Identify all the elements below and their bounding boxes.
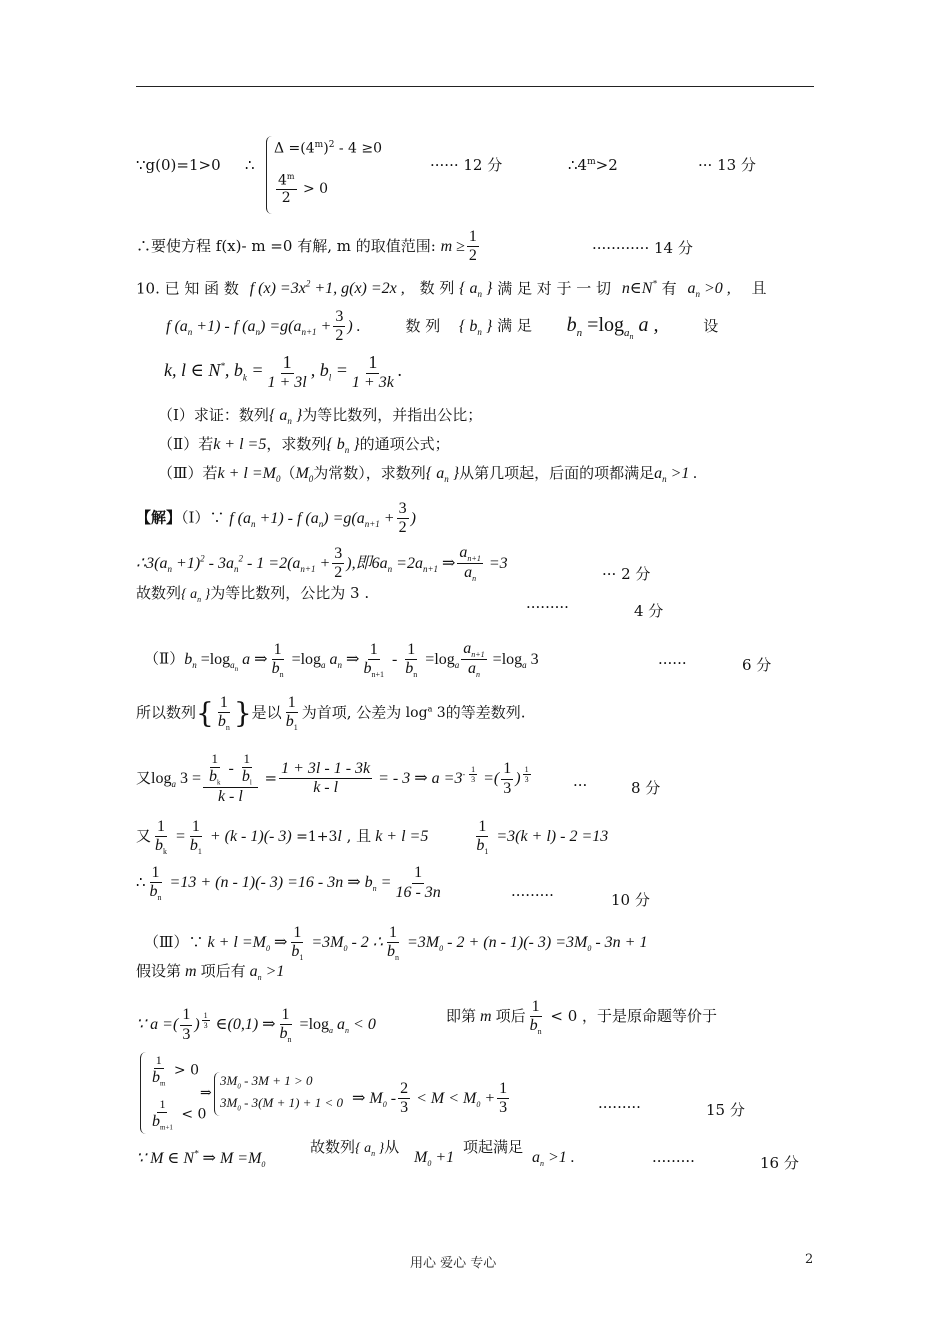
solution-line-13-an: $a_n >1$ .	[532, 1149, 575, 1169]
page-number: 2	[805, 1252, 814, 1267]
solution-line-6: 又$\log_a 3$ = $\frac{1}{b_k}$ - $\frac{1}{b_l}$ k - l = $\frac{1 + 3l - 1 - 3k}{k - l}$ = - 3 ⇒ $a =3^{- \frac{1}{3}}$ =( $\frac{1}{3}$ ) $^{\frac{1}{3}}$	[136, 751, 529, 805]
dots-15: ·········	[598, 1098, 641, 1116]
q10-part-1: （Ⅰ）求证：数列{ $a_n$ }为等比数列，并指出公比；	[158, 406, 483, 427]
line-g0: ∵g(0)=1>0	[136, 156, 221, 174]
dots-10: ·········	[511, 886, 554, 904]
system-brace-1	[266, 136, 273, 214]
solution-line-2: $\therefore 3(a_n +1)^2 - 3a_n^2 - 1 =2(a_{n+1}$ + $\frac{3}{2}$ ),即$6a_n =2a_{n+1}$ ⇒ $\frac{a_{n+1}}{a_n}$ =3	[136, 544, 508, 584]
system-2-row-2: $\frac{1}{b_{m+1}}$ < 0	[152, 1097, 207, 1132]
score-8: 8 分	[631, 779, 661, 797]
dots-6: ······	[658, 654, 687, 672]
solution-line-4: $(Ⅱ)b_n =\log_{a_n}$ a ⇒ $\frac{1}{b_n}$ $=\log_a$ $a_n$ ⇒ $\frac{1}{b_{n+1}}$ - $\frac{1}{b_n}$ $=\log_a$ $\frac{a_{n+1}}{a_n}$ $=\log_a$ 3	[144, 640, 539, 680]
system-2-row-1: $\frac{1}{b_m}$ > 0	[152, 1053, 199, 1088]
dots-16: ·········	[652, 1152, 695, 1170]
solution-line-9: （Ⅲ）∵ $k + l =M_0$ ⇒ $\frac{1}{b_1}$ $=3M_0 - 2$ ∴ $\frac{1}{b_n}$ $=3M_0 - 2 + (n - 1)(-$ $3) =3M_0 - 3n + 1$	[144, 924, 648, 963]
dots-8: ···	[573, 776, 588, 794]
q10-line-3: k, l ∈ N*, $b_k$ = $\frac{1}{1 + 3l}$ , $b_l$ = $\frac{1}{1 + 3k}$ .	[164, 352, 403, 391]
q10-line-1: 10. 已 知 函 数 f $(x) =3x^2 +1$, g(x) =2x , 数 列 { $a_n$ } 满 足 对 于 一 切 n∈N* 有 $a_n >0$ , 且	[136, 279, 767, 300]
solution-line-13-m0: $M_0 +1$	[414, 1149, 455, 1169]
solution-line-3: 故数列{ $a_n$ }为等比数列，公比为 3 .	[136, 584, 370, 604]
solution-line-10: 假设第 m 项后有 $a_n >1$	[136, 962, 285, 983]
solution-line-8: ∴ $\frac{1}{b_n}$ =13 + (n - 1)(- 3) =16 - 3n ⇒ $b_n$ = $\frac{1}{16 - 3n}$	[136, 864, 441, 903]
score-16: 16 分	[760, 1154, 799, 1172]
system-row-fraction: $\frac{4^m}{2}$ > 0	[278, 172, 329, 206]
dots-4: ·········	[526, 598, 569, 616]
solution-line-13-text: 故数列{ $a_n$ }从	[310, 1138, 400, 1158]
solution-line-11: ∵ a =( $\frac{1}{3}$ ) $^{\frac{1}{3}}$ ∈(0,1) ⇒ $\frac{1}{b_n}$ $=\log_a$ $a_n < 0$	[136, 1006, 376, 1045]
solution-line-11-text: 即第 m 项后 $\frac{1}{b_n}$ < 0 ，于是原命题等价于	[446, 998, 718, 1037]
q10-part-3: （Ⅲ）若$k + l =M_0(M_0$为常数），求数列{ $a_n$ }从第几项起，后面的项都满足$a_n >1$ .	[158, 464, 698, 485]
score-2: ··· 2 分	[602, 565, 651, 583]
q10-line-2: f $(a_n +1) - f$ $(a_n) =g(a_{n+1}$ + $\frac{3}{2}$ ) . 数 列 { $b_n$ } 满 足 $b_n =\log_{a_n}$ a , 设	[166, 308, 719, 345]
header-rule	[136, 86, 814, 87]
solution-line-13-text-2: 项起满足	[463, 1138, 524, 1156]
solution-line-13: ∵ M ∈ N* ⇒ $M =M_0$	[136, 1149, 266, 1170]
solution-line-1: 【解】（Ⅰ）∵ f $(a_n +1) - f$ $(a_n) =g(a_{n+1}$ + $\frac{3}{2}$ )	[136, 500, 416, 537]
solution-line-5: 所以数列{ $\frac{1}{b_n}$ }是以 $\frac{1}{b_1}$ 为首项, 公差为 $\log^a 3$的等差数列.	[136, 694, 526, 733]
score-4: 4 分	[634, 602, 664, 620]
score-13: ··· 13 分	[698, 156, 756, 174]
system-3-row-1: $3M_0 - 3M + 1 > 0$	[220, 1073, 313, 1091]
score-12: ······ 12 分	[430, 156, 503, 174]
system-row-delta: $\Delta =(4^m)^2 - 4 \ge 0$	[274, 140, 383, 157]
q10-part-2: （Ⅱ）若k + l =5，求数列{ $b_n$ }的通项公式；	[158, 435, 450, 456]
line-range-m: ∴要使方程 f(x)- m =0 有解, m 的取值范围: m ≥ $\frac{1}{2}$	[136, 228, 477, 265]
score-10: 10 分	[611, 891, 650, 909]
score-14: ············ 14 分	[592, 239, 693, 257]
solution-line-12: ⇒ $M_0$ - $\frac{2}{3}$ < $M < M_0$ + $\frac{1}{3}$	[352, 1080, 508, 1117]
line-4m: $\therefore 4^m>2$	[568, 156, 618, 174]
implies-arrow: ⇒	[200, 1085, 212, 1101]
system-brace-2	[140, 1052, 147, 1134]
footer-motto: 用心 爱心 专心	[410, 1256, 497, 1271]
score-6: 6 分	[742, 656, 772, 674]
therefore-symbol: ∴	[245, 156, 255, 174]
solution-line-7: 又 $\frac{1}{b_k}$ = $\frac{1}{b_1}$ + (k - 1)(- 3) =1+3l , 且 k + l =5 $\frac{1}{b_1}$ =3(k + l) - 2 =13	[136, 818, 609, 857]
score-15: 15 分	[706, 1101, 745, 1119]
system-3-row-2: $3M_0 - 3(M + 1) + 1 < 0$	[220, 1095, 343, 1113]
